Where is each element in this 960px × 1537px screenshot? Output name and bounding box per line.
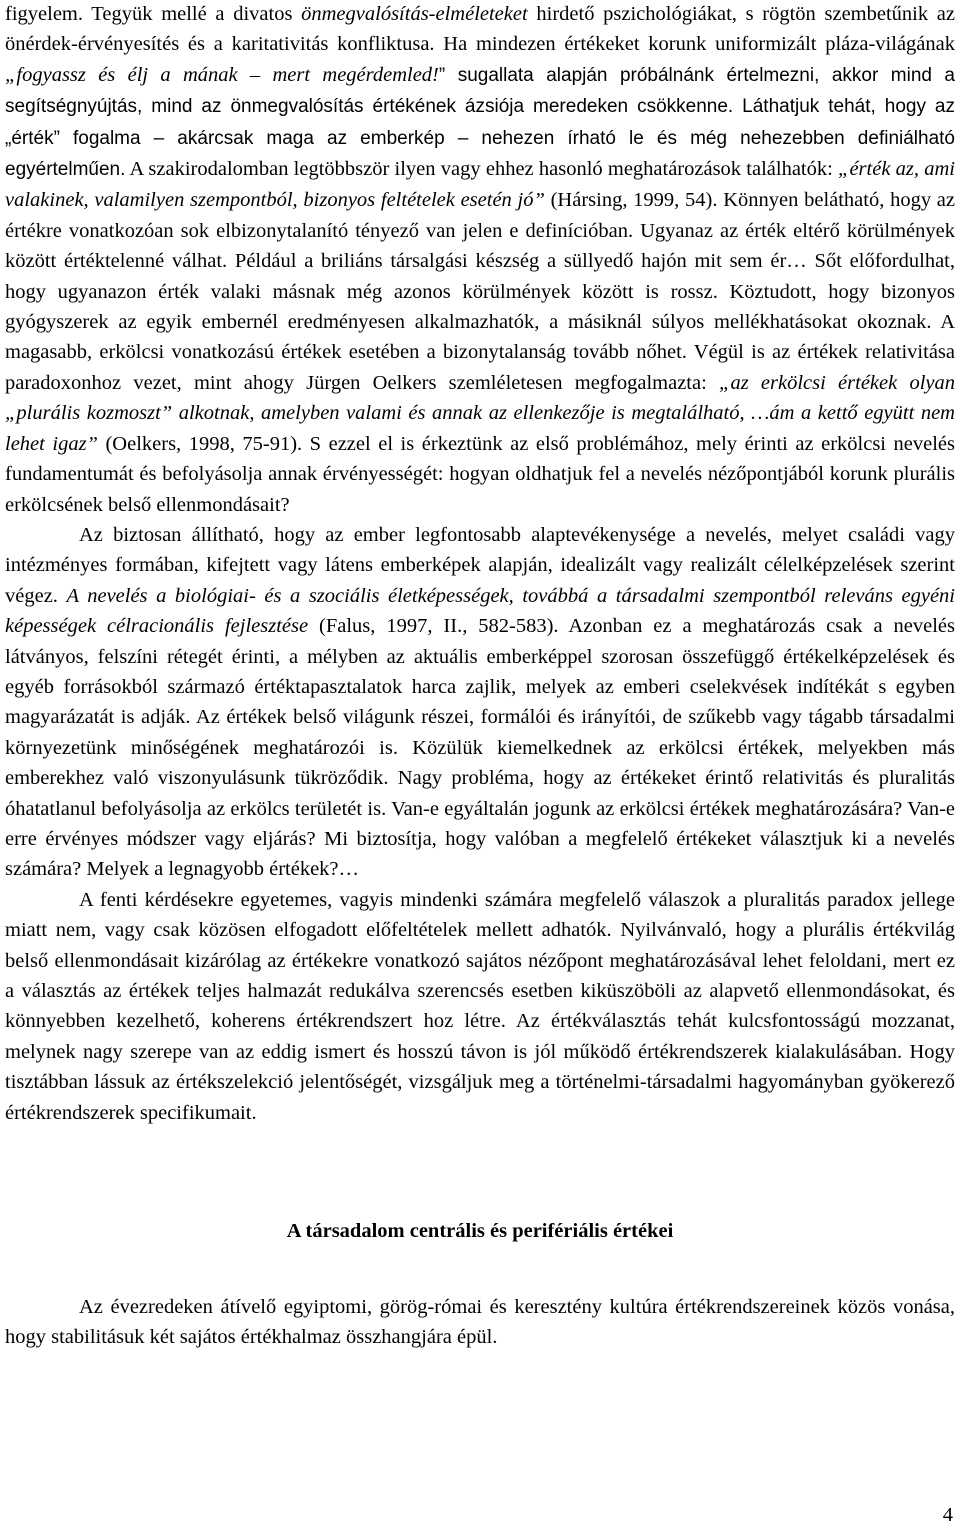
paragraph-1-quote-oelkers: „az erkölcsi értékek olyan „plurális kozmoszt” alkotnak, amelyben valami és annak az ellenkezője is megtalálható, …ám a kettő együtt nem lehet igaz”	[5, 371, 956, 455]
paragraph-2-text-b: (Falus, 1997, II., 582-583). Azonban ez a meghatározás csak a nevelés látványos, felszíni rétegét érinti, a mélyben az aktuális emberképpel szorosan összefüggő értékelképzelések és egyéb forrásokból származó értéktapasztalatok harca zajlik, melyek az emberi cselekvések indítékát s egyben magyarázatát is adják. Az értékek belső világunk részei, formálói és irányítói, de szűkebb vagy tágabb társadalmi környezetünk minőségének meghatározói is. Közülük kiemelkednek az erkölcsi értékek, melyekben más emberekhez való viszonyulásunk tükröződik. Nagy probléma, hogy az értékeket érintő relativitás és pluralitás óhatatlanul befolyásolja az erkölcs területét is. Van-e egyáltalán jogunk az erkölcsi értékek meghatározására? Van-e erre érvényes módszer vagy eljárás? Mi biztosítja, hogy valóban a megfelelő értékeket választjuk ki a nevelés számára? Melyek a legnagyobb értékek?…	[5, 615, 955, 881]
paragraph-1-text-d: A szakirodalomban legtöbbször ilyen vagy ehhez hasonló meghatározások találhatók:	[125, 158, 839, 181]
paragraph-1-text-e: (Hársing, 1999, 54). Könnyen belátható, hogy az értékre vonatkozóan sok elbizonytalanító tényező van jelen e definícióban. Ugyanaz az érték eltérő körülmények között értéktelenné válhat. Például a briliáns társalgási készség a süllyedő hajón mit sem ér… Sőt előfordulhat, hogy ugyanazon érték valaki másnak még azonos körülmények között is rossz. Köztudott, hogy bizonyos gyógyszerek az egyik embernél eredményesen alkalmazhatók, a másiknál súlyos mellékhatásokat okoznak. A magasabb, erkölcsi vonatkozású értékek esetében a bizonytalanság tovább nőhet. Végül is az értékek relativitása paradoxonhoz vezet, mint ahogy Jürgen Oelkers szemléletesen megfogalmazta:	[5, 189, 955, 394]
document-page	[5, 0, 955, 1353]
section-spacer	[5, 1128, 955, 1216]
paragraph-1-emphasis-b: „fogyassz és élj a mának – mert megérdemled!	[5, 63, 439, 86]
paragraph-1-emphasis-a: önmegvalósítás-elméleteket	[301, 3, 528, 25]
paragraph-1-text-f: (Oelkers, 1998, 75-91). S ezzel el is érkeztünk az első problémához, mely érinti az erkölcsi nevelés fundamentumát és befolyásolja annak érvényességét: hogyan oldhatjuk fel a nevelés nézőpontjából korunk plurális erkölcsének belső ellenmondásait?	[5, 432, 955, 516]
paragraph-2-text-a: Az biztosan állítható, hogy az ember legfontosabb alaptevékenysége a nevelés, melyet családi vagy intézményes formában, kifejtett vagy látens emberképek alapján, idealizált vagy realizált célelképzelések szerint végez.	[5, 523, 955, 607]
page-number: 4	[942, 1504, 953, 1526]
section-title: A társadalom centrális és perifériális értékei	[286, 1220, 674, 1243]
paragraph-4: Az évezredeken átívelő egyiptomi, görög-római és keresztény kultúra értékrendszereinek közös vonása, hogy stabilitásuk két sajátos értékhalmaz összhangjára épül.	[5, 1296, 955, 1349]
paragraph-2-definition: A nevelés a biológiai- és a szociális életképességek, továbbá a társadalmi szempontból releváns egyéni képességek célracionális fejlesztése	[5, 584, 956, 638]
paragraph-1-quote-definition: „érték az, ami valakinek, valamilyen szempontból, bizonyos feltételek esetén jó”	[5, 158, 955, 212]
section-spacer-2	[5, 1246, 955, 1292]
paragraph-1	[5, 0, 955, 520]
paragraph-1-text-a: figyelem. Tegyük mellé a divatos	[5, 3, 302, 25]
paragraph-2	[5, 520, 955, 885]
paragraph-1-text-c: ” sugallata alapján próbálnánk értelmezni, akkor mind a segítségnyújtás, mind az önmegvalósítás értékének ázsiója meredeken csökkenne. Láthatjuk tehát, hogy az „érték” fogalma – akárcsak maga az emberkép – nehezen írható le és még nehezebben definiálható egyértelműen.	[5, 64, 955, 181]
paragraph-3: A fenti kérdésekre egyetemes, vagyis mindenki számára megfelelő válaszok a pluralitás paradox jellege miatt nem, vagy csak közösen elfogadott előfeltételek mellett adhatók. Nyilvánvaló, hogy a plurális értékvilág belső ellenmondásait kizárólag az értékekre vonatkozó sajátos nézőpont meghatározásával lehet feloldani, mert ez a választás az értékek teljes halmazát redukálva szerencsés esetben kiküszöböli az alapvető ellenmondásokat, és könnyebben kezelhető, koherens értékrendszert hoz létre. Az értékválasztás tehát kulcsfontosságú mozzanat, melynek nagy szerepe van az eddig ismert és hosszú távon is jól működő értékrendszerek kialakulásában. Hogy tisztábban lássuk az értékszelekció jelentőségét, vizsgáljuk meg a történelmi-társadalmi hagyományban gyökerező értékrendszerek specifikumait.	[5, 888, 955, 1124]
paragraph-1-text-b: hirdető pszichológiákat, s rögtön szembetűnik az önérdek-érvényesítés és a karitativitás konfliktusa. Ha mindezen értékeket korunk uniformizált pláza-világának	[5, 3, 955, 56]
